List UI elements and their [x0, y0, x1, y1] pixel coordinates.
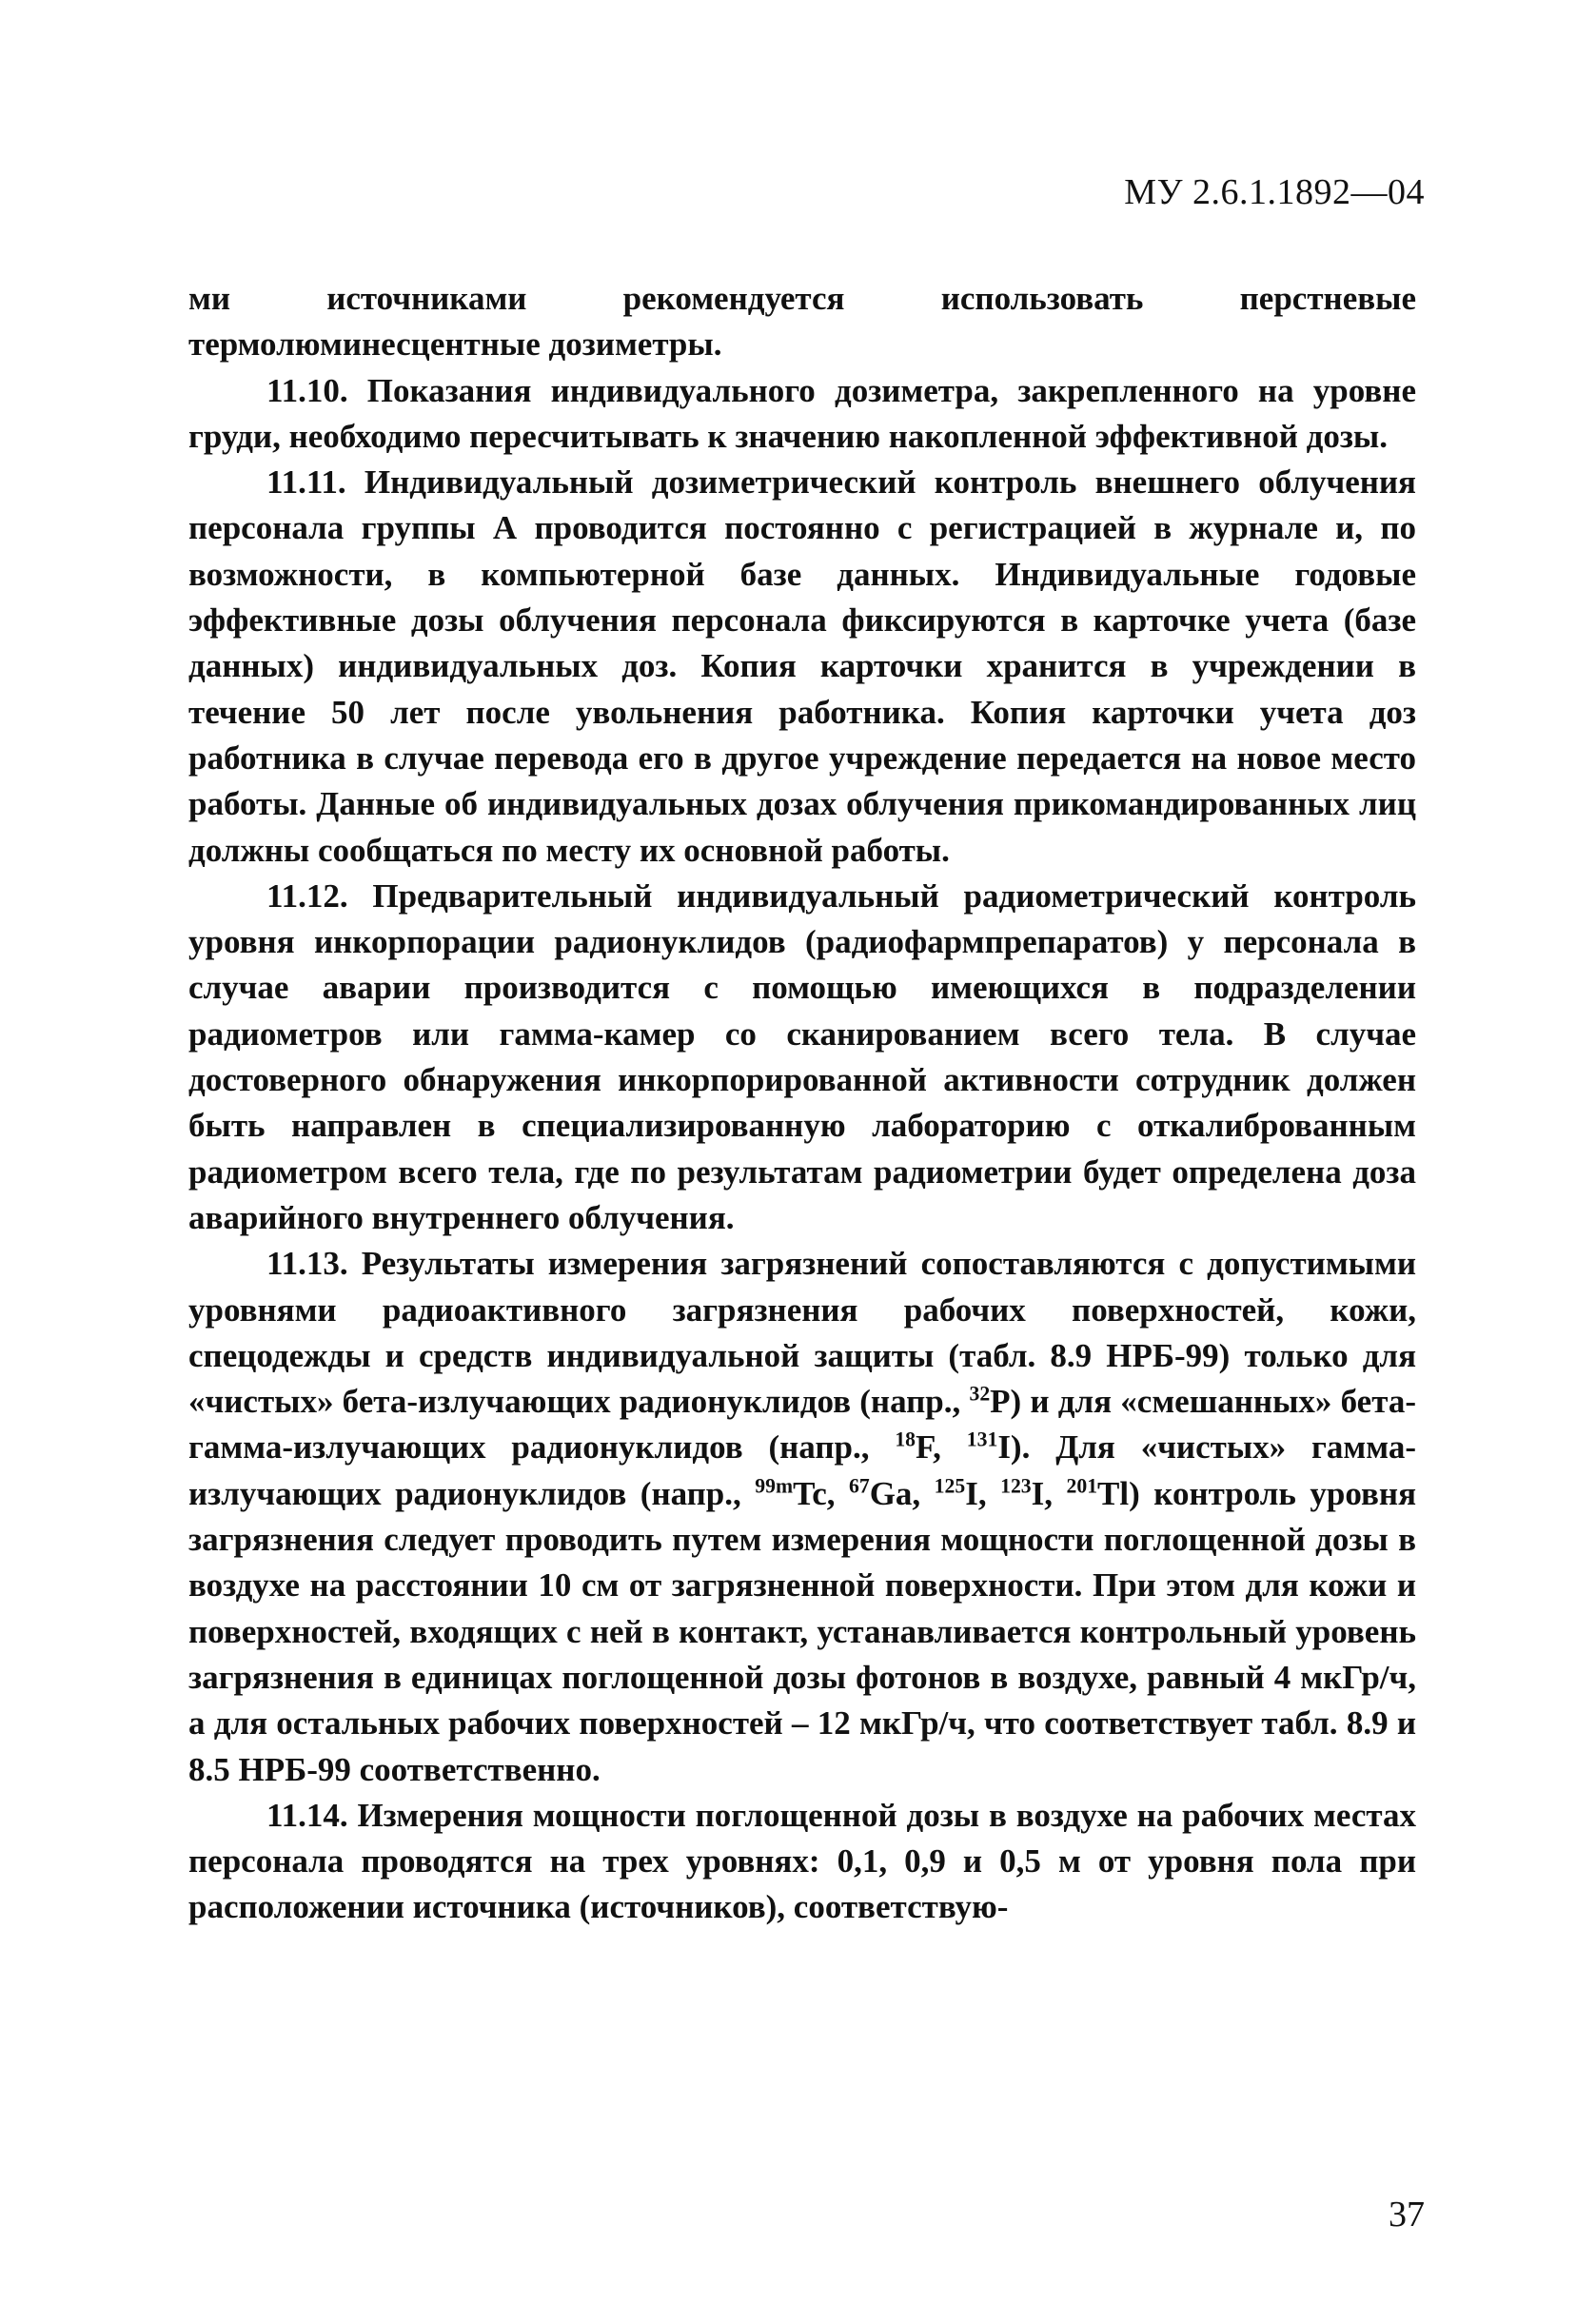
text-segment: I, — [1031, 1474, 1067, 1512]
text-segment: P) и для «смешанных» бета-гамма-излучающих радионуклидов (напр., — [188, 1383, 1416, 1467]
text-segment: F, — [916, 1428, 967, 1467]
text-segment: I). Для «чистых» гамма-излучающих радионуклидов (напр., — [188, 1428, 1416, 1512]
isotope-mass-ga67: 67 — [849, 1474, 870, 1498]
isotope-mass-i123: 123 — [1000, 1474, 1032, 1498]
text-segment: Ga, — [869, 1474, 935, 1512]
paragraph-11-10: 11.10. Показания индивидуального дозиметра, закрепленного на уровне груди, необходимо пересчитывать к значению накопленной эффективной дозы. — [188, 371, 1416, 455]
isotope-mass-tc99m: 99m — [755, 1474, 794, 1498]
text-segment: Tl) контроль уровня загрязнения следует проводить путем измерения мощности поглощенной дозы в воздухе на расстоянии 10 см от загрязненной поверхности. При этом для кожи и поверхностей, входящих с ней в контакт, устанавливается контрольный уровень загрязнения в единицах поглощенной дозы фотонов в воздухе, равный 4 мкГр/ч, а для остальных рабочих поверхностей – 12 мкГр/ч, что соответствует табл. 8.9 и 8.5 НРБ-99 соответственно. — [188, 1474, 1417, 1788]
page-number: 37 — [1389, 2195, 1425, 2235]
paragraph-11-12: 11.12. Предварительный индивидуальный радиометрический контроль уровня инкорпорации радионуклидов (радиофармпрепаратов) у персонала в случае аварии производится с помощью имеющихся в подразделении радиометров или гамма-камер со сканированием всего тела. В случае достоверного обнаружения инкорпорированной активности сотрудник должен быть направлен в специализированную лабораторию с откалиброванным радиометром всего тела, где по результатам радиометрии будет определена доза аварийного внутреннего облучения. — [188, 876, 1416, 1236]
isotope-mass-f18: 18 — [895, 1428, 916, 1451]
paragraph-11-11: 11.11. Индивидуальный дозиметрический контроль внешнего облучения персонала группы А проводится постоянно с регистрацией в журнале и, по возможности, в компьютерной базе данных. Индивидуальные годовые эффективные дозы облучения персонала фиксируются в карточке учета (базе данных) индивидуальных доз. Копия карточки хранится в учреждении в течение 50 лет после увольнения работника. Копия карточки учета доз работника в случае перевода его в другое учреждение передается на новое место работы. Данные об индивидуальных дозах облучения прикомандированных лиц должны сообщаться по месту их основной работы. — [188, 463, 1416, 869]
isotope-mass-tl201: 201 — [1066, 1474, 1098, 1498]
text-segment: 11.13. Результаты измерения загрязнений сопоставляются с допустимыми уровнями радиоактивного загрязнения рабочих поверхностей, кожи, спецодежды и средств индивидуальной защиты (табл. 8.9 НРБ-99) только для «чистых» бета-излучающих радионуклидов (напр., — [188, 1245, 1416, 1421]
paragraph-continuation: ми источниками рекомендуется использовать перстневые термолюминесцентные дозиметры. — [188, 280, 1416, 364]
page-header — [1124, 171, 1425, 213]
page-body — [188, 276, 1416, 1931]
text-segment: I, — [965, 1474, 1001, 1512]
page-footer — [1389, 2194, 1425, 2235]
paragraph-11-14: 11.14. Измерения мощности поглощенной дозы в воздухе на рабочих местах персонала проводятся на трех уровнях: 0,1, 0,9 и 0,5 м от уровня пола при расположении источника (источников), соответствую- — [188, 1796, 1416, 1926]
isotope-mass-i125: 125 — [934, 1474, 966, 1498]
isotope-mass-p32: 32 — [969, 1382, 991, 1406]
document-code: МУ 2.6.1.1892—04 — [1124, 172, 1425, 212]
text-segment: Tc, — [793, 1474, 849, 1512]
isotope-mass-i131: 131 — [966, 1428, 998, 1451]
paragraph-11-13 — [188, 1241, 1416, 1793]
